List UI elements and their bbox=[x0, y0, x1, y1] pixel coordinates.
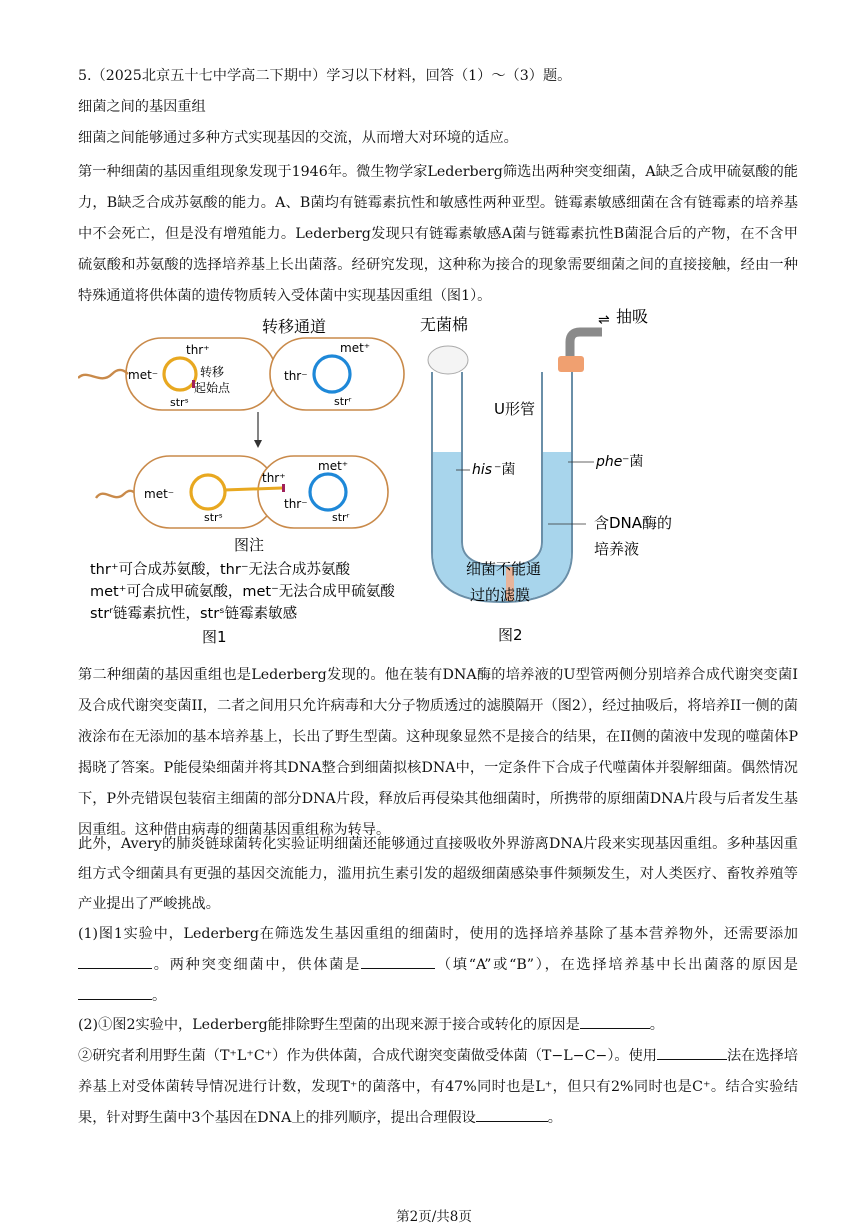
legend-line-1: thr⁺可合成苏氨酸，thr⁻无法合成苏氨酸 bbox=[90, 562, 350, 578]
label-met-plus-top: met⁺ bbox=[340, 341, 371, 355]
q2-blank-1[interactable] bbox=[580, 1012, 650, 1029]
q1-text-b: 。两种突变细菌中，供体菌是 bbox=[152, 957, 362, 973]
q2-text-a: (2)①图2实验中，Lederberg能排除野生型菌的出现来源于接合或转化的原因是 bbox=[78, 1017, 580, 1033]
q1-text-a: (1)图1实验中，Lederberg在筛选发生基因重组的细菌时，使用的选择培养基除了基本营养物外，还需要添加 bbox=[78, 926, 798, 942]
figure-2 bbox=[418, 302, 718, 648]
legend-line-2: met⁺可合成甲硫氨酸，met⁻无法合成甲硫氨酸 bbox=[90, 584, 395, 600]
his-label-suffix: ⁻菌 bbox=[494, 462, 516, 478]
sub-question-2-2 bbox=[78, 1041, 798, 1134]
filter-label-1: 细菌不能通 bbox=[466, 560, 542, 578]
medium-label-2: 培养液 bbox=[594, 540, 640, 558]
passage-title: 细菌之间的基因重组 bbox=[78, 99, 206, 115]
q2-blank-3[interactable] bbox=[476, 1105, 548, 1122]
q1-text-c: （填“A”或“B”），在选择培养基中长出菌落的原因是 bbox=[435, 957, 798, 973]
filter-label-2: 过的滤膜 bbox=[470, 586, 531, 604]
rubber-stopper bbox=[558, 356, 584, 372]
label-met-minus-bottom: met⁻ bbox=[144, 487, 175, 501]
q2-text-d: 法在选择培养基上对受体菌转导情况进行计数，发现T⁺的菌落中，有47%同时也是L⁺，但只有2%同时也是C⁺。结合实验结果，针对野生菌中3个基因在DNA上的排列顺序，提出合理假设 bbox=[78, 1048, 798, 1126]
passage-para-4: 此外，Avery的肺炎链球菌转化实验证明细菌还能够通过直接吸收外界游离DNA片段来实现基因重组。多种基因重组方式令细菌具有更强的基因交流能力，滥用抗生素引发的超级细菌感染事件频频发生，对人类医疗、畜牧养殖等产业提出了严峻挑战。 bbox=[78, 836, 798, 912]
label-str-r-bottom: strʳ bbox=[332, 511, 350, 524]
origin-label-1: 转移 bbox=[200, 365, 225, 379]
cotton-plug bbox=[428, 346, 468, 374]
q1-blank-3[interactable] bbox=[78, 983, 152, 1000]
label-thr-plus-top: thr⁺ bbox=[186, 343, 210, 357]
label-str-r-top: strʳ bbox=[334, 395, 352, 408]
legend-line-3: strʳ链霉素抗性，strˢ链霉素敏感 bbox=[90, 606, 298, 622]
q2-blank-2[interactable] bbox=[657, 1043, 727, 1060]
channel-label: 转移通道 bbox=[262, 317, 327, 336]
label-thr-plus-bottom: thr⁺ bbox=[262, 471, 286, 485]
medium-label-1: 含DNA酶的 bbox=[594, 514, 673, 532]
q1-blank-2[interactable] bbox=[361, 952, 435, 969]
transferred-dna bbox=[224, 488, 282, 490]
sub-question-1 bbox=[78, 919, 798, 1012]
q1-text-d: 。 bbox=[152, 988, 167, 1004]
figure-1 bbox=[78, 308, 458, 648]
label-met-minus-top: met⁻ bbox=[128, 368, 159, 382]
cotton-label: 无菌棉 bbox=[420, 315, 469, 334]
q2-text-b: 。 bbox=[649, 1017, 664, 1033]
q1-blank-1[interactable] bbox=[78, 952, 152, 969]
sub-question-2-1 bbox=[78, 1010, 798, 1041]
label-thr-minus-top: thr⁻ bbox=[284, 369, 308, 383]
label-str-s-top: strˢ bbox=[170, 396, 189, 409]
suction-label: 抽吸 bbox=[616, 307, 649, 326]
suction-tube bbox=[570, 332, 602, 356]
figure-2-caption: 图2 bbox=[498, 626, 523, 644]
label-met-plus-bottom: met⁺ bbox=[318, 459, 349, 473]
flow-arrows: ⇌ bbox=[598, 312, 610, 328]
origin-label-2: 起始点 bbox=[194, 381, 231, 395]
phe-label-suffix: ⁻菌 bbox=[622, 454, 644, 470]
label-str-s-bottom: strˢ bbox=[204, 511, 223, 524]
page-footer: 第2页/共8页 bbox=[396, 1209, 472, 1225]
tube-label: U形管 bbox=[494, 400, 535, 418]
legend-title: 图注 bbox=[234, 536, 265, 554]
q2-text-c: ②研究者利用野生菌（T⁺L⁺C⁺）作为供体菌，合成代谢突变菌做受体菌（T−L−C−）。使用 bbox=[78, 1048, 657, 1064]
passage-para-3: 第二种细菌的基因重组也是Lederberg发现的。他在装有DNA酶的培养液的U型管两侧分别培养合成代谢突变菌I及合成代谢突变菌II，二者之间用只允许病毒和大分子物质透过的滤膜隔开（图2），经过抽吸后，将培养II一侧的菌液涂布在无添加的基本培养基上，长出了野生型菌。这种现象显然不是接合的结果，在II侧的菌液中发现的噬菌体P揭晓了答案。P能侵染细菌并将其DNA整合到细菌拟核DNA中，一定条件下合成子代噬菌体并裂解细菌。偶然情况下，P外壳错误包装宿主细菌的部分DNA片段，释放后再侵染其他细菌时，所携带的原细菌DNA片段与后者发生基因重组。这种借由病毒的细菌基因重组称为转导。 bbox=[78, 667, 798, 838]
pilus-bottom bbox=[96, 491, 136, 498]
question-header: 5.（2025北京五十七中学高二下期中）学习以下材料，回答（1）～（3）题。 bbox=[78, 68, 572, 84]
passage-para-2: 第一种细菌的基因重组现象发现于1946年。微生物学家Lederberg筛选出两种突变细菌，A缺乏合成甲硫氨酸的能力，B缺乏合成苏氨酸的能力。A、B菌均有链霉素抗性和敏感性两种亚型。链霉素敏感细菌在含有链霉素的培养基中不会死亡，但是没有增殖能力。Lederberg发现只有链霉素敏感A菌与链霉素抗性B菌混合后的产物，在不含甲硫氨酸和苏氨酸的选择培养基上长出菌落。经研究发现，这种称为接合的现象需要细菌之间的直接接触，经由一种特殊通道将供体菌的遗传物质转入受体菌中实现基因重组（图1）。 bbox=[78, 164, 798, 304]
passage-para-1: 细菌之间能够通过多种方式实现基因的交流，从而增大对环境的适应。 bbox=[78, 130, 518, 146]
label-thr-minus-bottom: thr⁻ bbox=[284, 497, 308, 511]
his-label: his bbox=[472, 462, 493, 478]
phe-label: phe bbox=[596, 454, 623, 470]
q2-text-e: 。 bbox=[547, 1110, 562, 1126]
figure-1-caption: 图1 bbox=[202, 628, 227, 646]
pilus-top bbox=[78, 370, 128, 378]
